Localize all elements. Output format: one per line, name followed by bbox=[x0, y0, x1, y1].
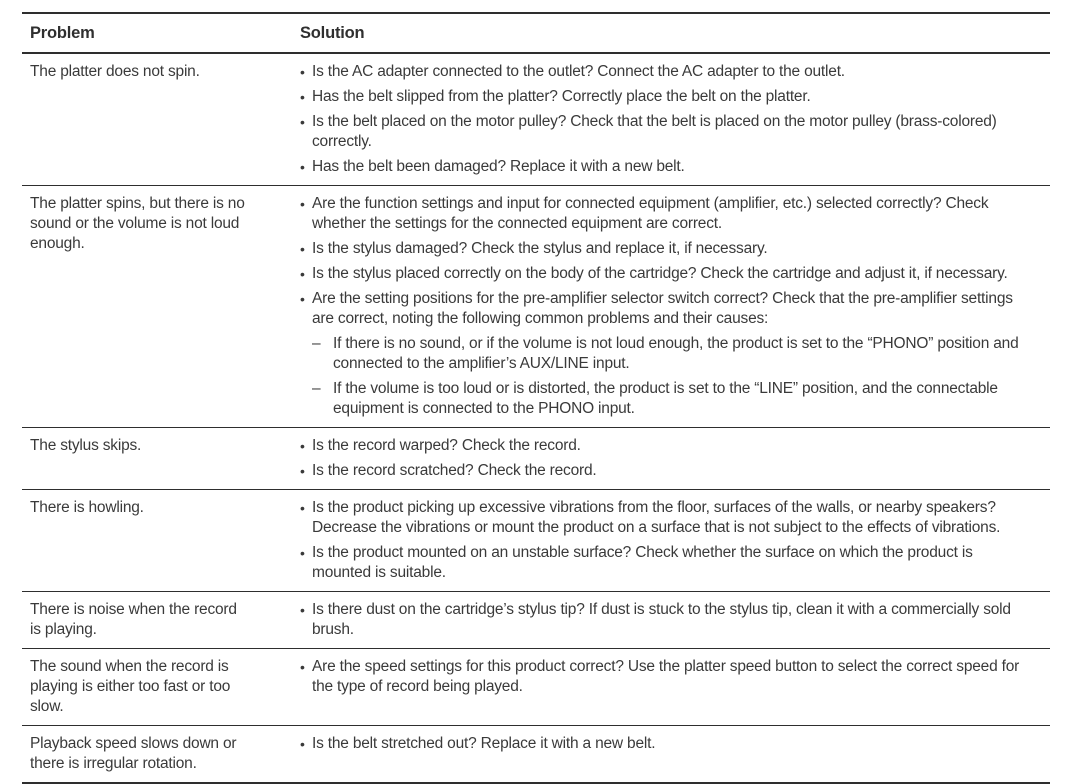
problem-text: The platter does not spin. bbox=[30, 63, 200, 80]
solution-cell bbox=[300, 498, 1050, 583]
problem-text: The sound when the record is playing is either too fast or too slow. bbox=[30, 658, 231, 715]
solution-subitem bbox=[300, 334, 1044, 374]
solution-text: Is the record scratched? Check the record. bbox=[312, 462, 597, 479]
solution-list bbox=[300, 657, 1050, 697]
solution-item bbox=[300, 543, 1044, 583]
bullet-marker: • bbox=[300, 438, 305, 454]
bullet-marker: • bbox=[300, 89, 305, 105]
solution-text: Is the record warped? Check the record. bbox=[312, 437, 581, 454]
problem-cell bbox=[22, 734, 300, 774]
bullet-marker: • bbox=[300, 241, 305, 257]
bullet-marker: • bbox=[300, 500, 305, 516]
solution-text: Is the product picking up excessive vibrations from the floor, surfaces of the walls, or nearby speakers? Decrease the vibrations or mount the product on a surface that is not subject to the effects of vibrations. bbox=[312, 499, 1001, 536]
solution-text: If the volume is too loud or is distorted, the product is set to the “LINE” position, and the connectable equipment is connected to the PHONO input. bbox=[333, 380, 998, 417]
solution-list bbox=[300, 734, 1050, 754]
table-row bbox=[22, 54, 1050, 186]
solution-subitem bbox=[300, 379, 1044, 419]
solution-item bbox=[300, 289, 1044, 329]
solution-item bbox=[300, 734, 1044, 754]
bullet-marker: • bbox=[300, 602, 305, 618]
bullet-marker: • bbox=[300, 64, 305, 80]
problem-text: The stylus skips. bbox=[30, 437, 142, 454]
solution-text: If there is no sound, or if the volume is not loud enough, the product is set to the “PHONO” position and connected to the amplifier’s AUX/LINE input. bbox=[333, 335, 1019, 372]
solution-item bbox=[300, 436, 1044, 456]
solution-item bbox=[300, 87, 1044, 107]
solution-text: Is there dust on the cartridge’s stylus tip? If dust is stuck to the stylus tip, clean it with a commercially sold brush. bbox=[312, 601, 1011, 638]
solution-list bbox=[300, 436, 1050, 481]
solution-text: Is the belt placed on the motor pulley? Check that the belt is placed on the motor pulley (brass-colored) correctly. bbox=[312, 113, 997, 150]
solution-item bbox=[300, 62, 1044, 82]
solution-cell bbox=[300, 436, 1050, 481]
solution-text: Has the belt been damaged? Replace it with a new belt. bbox=[312, 158, 685, 175]
solution-text: Are the setting positions for the pre-amplifier selector switch correct? Check that the pre-amplifier settings are correct, noting the following common problems and their causes: bbox=[312, 290, 1013, 327]
solution-cell bbox=[300, 657, 1050, 717]
table-header-row bbox=[22, 12, 1050, 54]
solution-text: Are the function settings and input for connected equipment (amplifier, etc.) selected correctly? Check whether the settings for the connected equipment are correct. bbox=[312, 195, 989, 232]
table-row bbox=[22, 592, 1050, 649]
bullet-marker: • bbox=[300, 291, 305, 307]
troubleshooting-table bbox=[22, 12, 1050, 784]
solution-text: Has the belt slipped from the platter? Correctly place the belt on the platter. bbox=[312, 88, 811, 105]
solution-list bbox=[300, 600, 1050, 640]
solution-item bbox=[300, 112, 1044, 152]
solution-item bbox=[300, 498, 1044, 538]
solution-list bbox=[300, 498, 1050, 583]
table-body bbox=[22, 54, 1050, 784]
problem-text: The platter spins, but there is no sound or the volume is not loud enough. bbox=[30, 195, 245, 252]
problem-cell bbox=[22, 657, 300, 717]
problem-cell bbox=[22, 436, 300, 481]
bullet-marker: • bbox=[300, 114, 305, 130]
problem-cell bbox=[22, 194, 300, 419]
solution-list bbox=[300, 62, 1050, 177]
bullet-marker: • bbox=[300, 266, 305, 282]
bullet-marker: • bbox=[300, 196, 305, 212]
solution-item bbox=[300, 157, 1044, 177]
bullet-marker: • bbox=[300, 463, 305, 479]
bullet-marker: • bbox=[300, 736, 305, 752]
table-row bbox=[22, 490, 1050, 592]
bullet-marker: • bbox=[300, 159, 305, 175]
solution-cell bbox=[300, 62, 1050, 177]
solution-text: Is the stylus placed correctly on the body of the cartridge? Check the cartridge and adjust it, if necessary. bbox=[312, 265, 1008, 282]
solution-item bbox=[300, 239, 1044, 259]
solution-text: Is the AC adapter connected to the outlet? Connect the AC adapter to the outlet. bbox=[312, 63, 845, 80]
table-row bbox=[22, 186, 1050, 428]
problem-text: There is howling. bbox=[30, 499, 144, 516]
solution-item bbox=[300, 461, 1044, 481]
table-row bbox=[22, 726, 1050, 784]
problem-text: There is noise when the record is playing. bbox=[30, 601, 237, 638]
solution-list bbox=[300, 194, 1050, 419]
solution-cell bbox=[300, 600, 1050, 640]
solution-text: Is the product mounted on an unstable surface? Check whether the surface on which the product is mounted is suitable. bbox=[312, 544, 973, 581]
solution-text: Is the belt stretched out? Replace it with a new belt. bbox=[312, 735, 656, 752]
table-row bbox=[22, 649, 1050, 726]
column-header-solution: Solution bbox=[300, 24, 365, 42]
solution-text: Is the stylus damaged? Check the stylus and replace it, if necessary. bbox=[312, 240, 768, 257]
problem-cell bbox=[22, 600, 300, 640]
dash-marker: – bbox=[312, 380, 321, 397]
solution-cell bbox=[300, 194, 1050, 419]
solution-item bbox=[300, 264, 1044, 284]
column-header-problem: Problem bbox=[30, 24, 95, 42]
solution-text: Are the speed settings for this product correct? Use the platter speed button to select the correct speed for the type of record being played. bbox=[312, 658, 1020, 695]
problem-text: Playback speed slows down or there is irregular rotation. bbox=[30, 735, 237, 772]
solution-cell bbox=[300, 734, 1050, 774]
problem-cell bbox=[22, 498, 300, 583]
bullet-marker: • bbox=[300, 659, 305, 675]
solution-item bbox=[300, 194, 1044, 234]
dash-marker: – bbox=[312, 335, 321, 352]
solution-item bbox=[300, 600, 1044, 640]
table-row bbox=[22, 428, 1050, 490]
bullet-marker: • bbox=[300, 545, 305, 561]
solution-item bbox=[300, 657, 1044, 697]
problem-cell bbox=[22, 62, 300, 177]
